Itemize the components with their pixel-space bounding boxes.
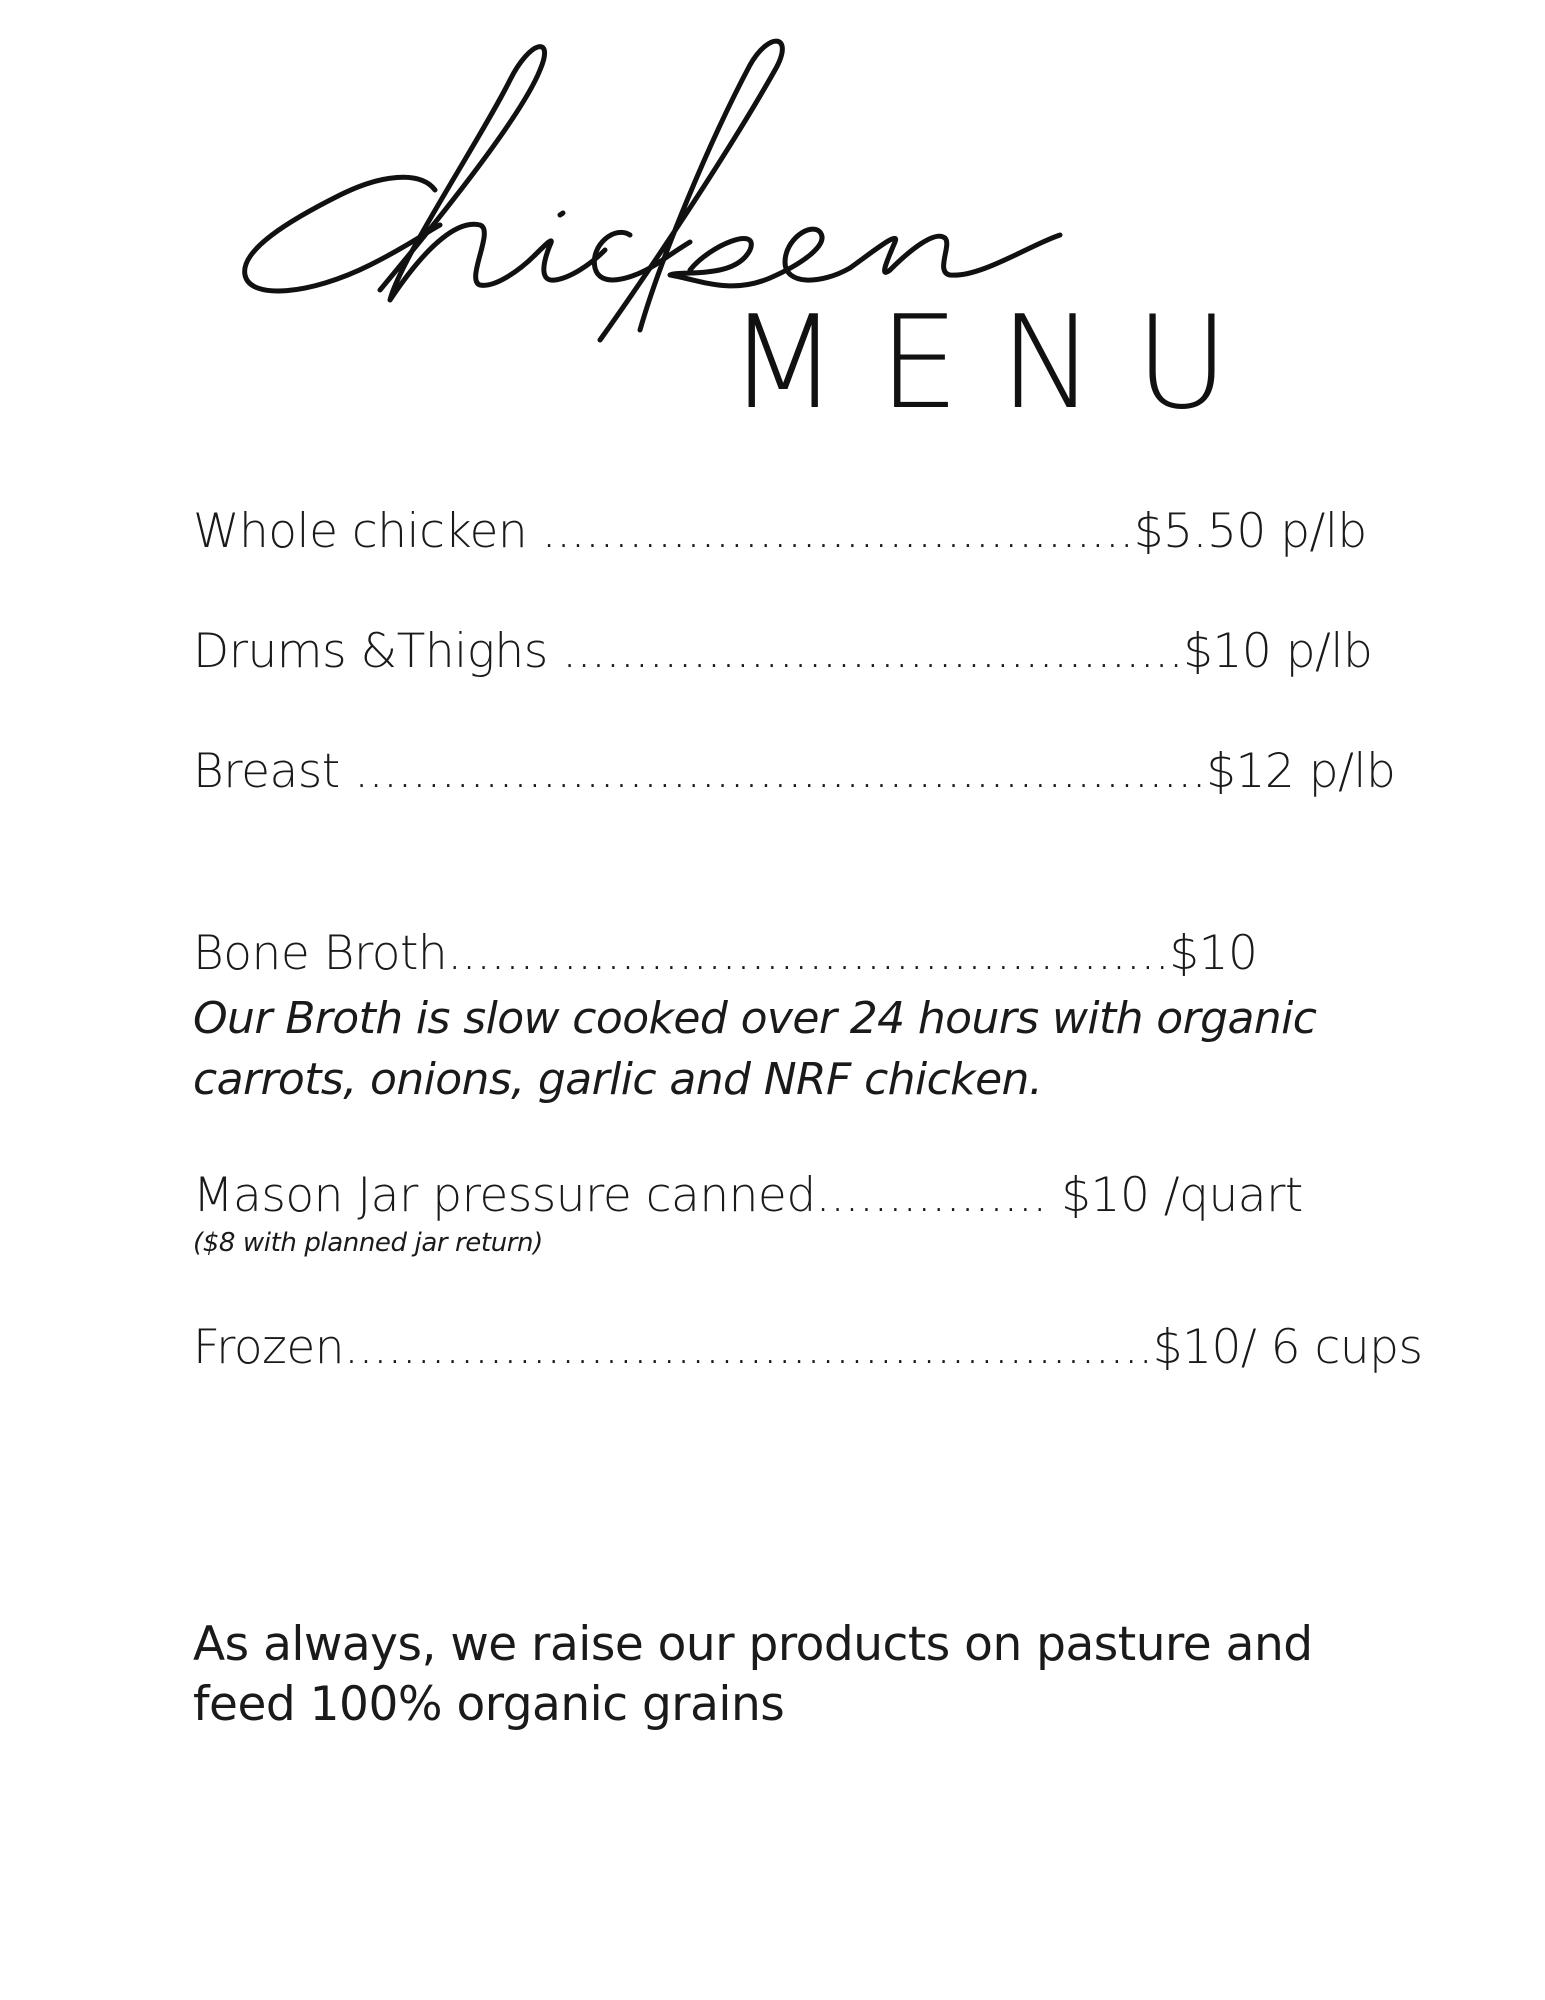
item-price: $5.50 p/lb <box>1133 504 1367 559</box>
item-price: $12 p/lb <box>1206 744 1396 799</box>
item-price: $10 /quart <box>1046 1168 1303 1223</box>
item-price: $10/ 6 cups <box>1152 1320 1423 1375</box>
menu-item-bone-broth <box>193 926 1258 981</box>
item-name: Whole chicken <box>193 504 528 559</box>
footer-statement: As always, we raise our products on pasture and feed 100% organic grains <box>193 1617 1313 1732</box>
item-price: $10 <box>1169 926 1258 981</box>
bone-broth-description: Our Broth is slow cooked over 24 hours with organic carrots, onions, garlic and NRF chicken. <box>193 993 1317 1105</box>
menu-heading: MENU <box>728 289 1269 438</box>
leader-dots: ......................................... <box>527 504 1134 559</box>
leader-dots: ........................................... <box>547 624 1184 679</box>
leader-dots: ........................................................ <box>344 1320 1153 1375</box>
menu-item-breast <box>193 744 1396 799</box>
menu-item-mason-jar <box>193 1168 1303 1223</box>
item-name: Breast <box>193 744 340 799</box>
leader-dots: ................ <box>815 1168 1047 1223</box>
jar-return-note: ($8 with planned jar return) <box>193 1228 543 1258</box>
item-price: $10 p/lb <box>1183 624 1373 679</box>
leader-dots: ........................................................... <box>339 744 1207 799</box>
menu-item-frozen <box>193 1320 1423 1375</box>
item-name: Frozen <box>193 1320 345 1375</box>
item-name: Mason Jar pressure canned <box>193 1168 816 1223</box>
item-name: Bone Broth <box>193 926 448 981</box>
item-name: Drums &Thighs <box>193 624 548 679</box>
menu-item-drums-thighs <box>193 624 1373 679</box>
menu-item-whole-chicken <box>193 504 1367 559</box>
leader-dots: .................................................. <box>447 926 1170 981</box>
